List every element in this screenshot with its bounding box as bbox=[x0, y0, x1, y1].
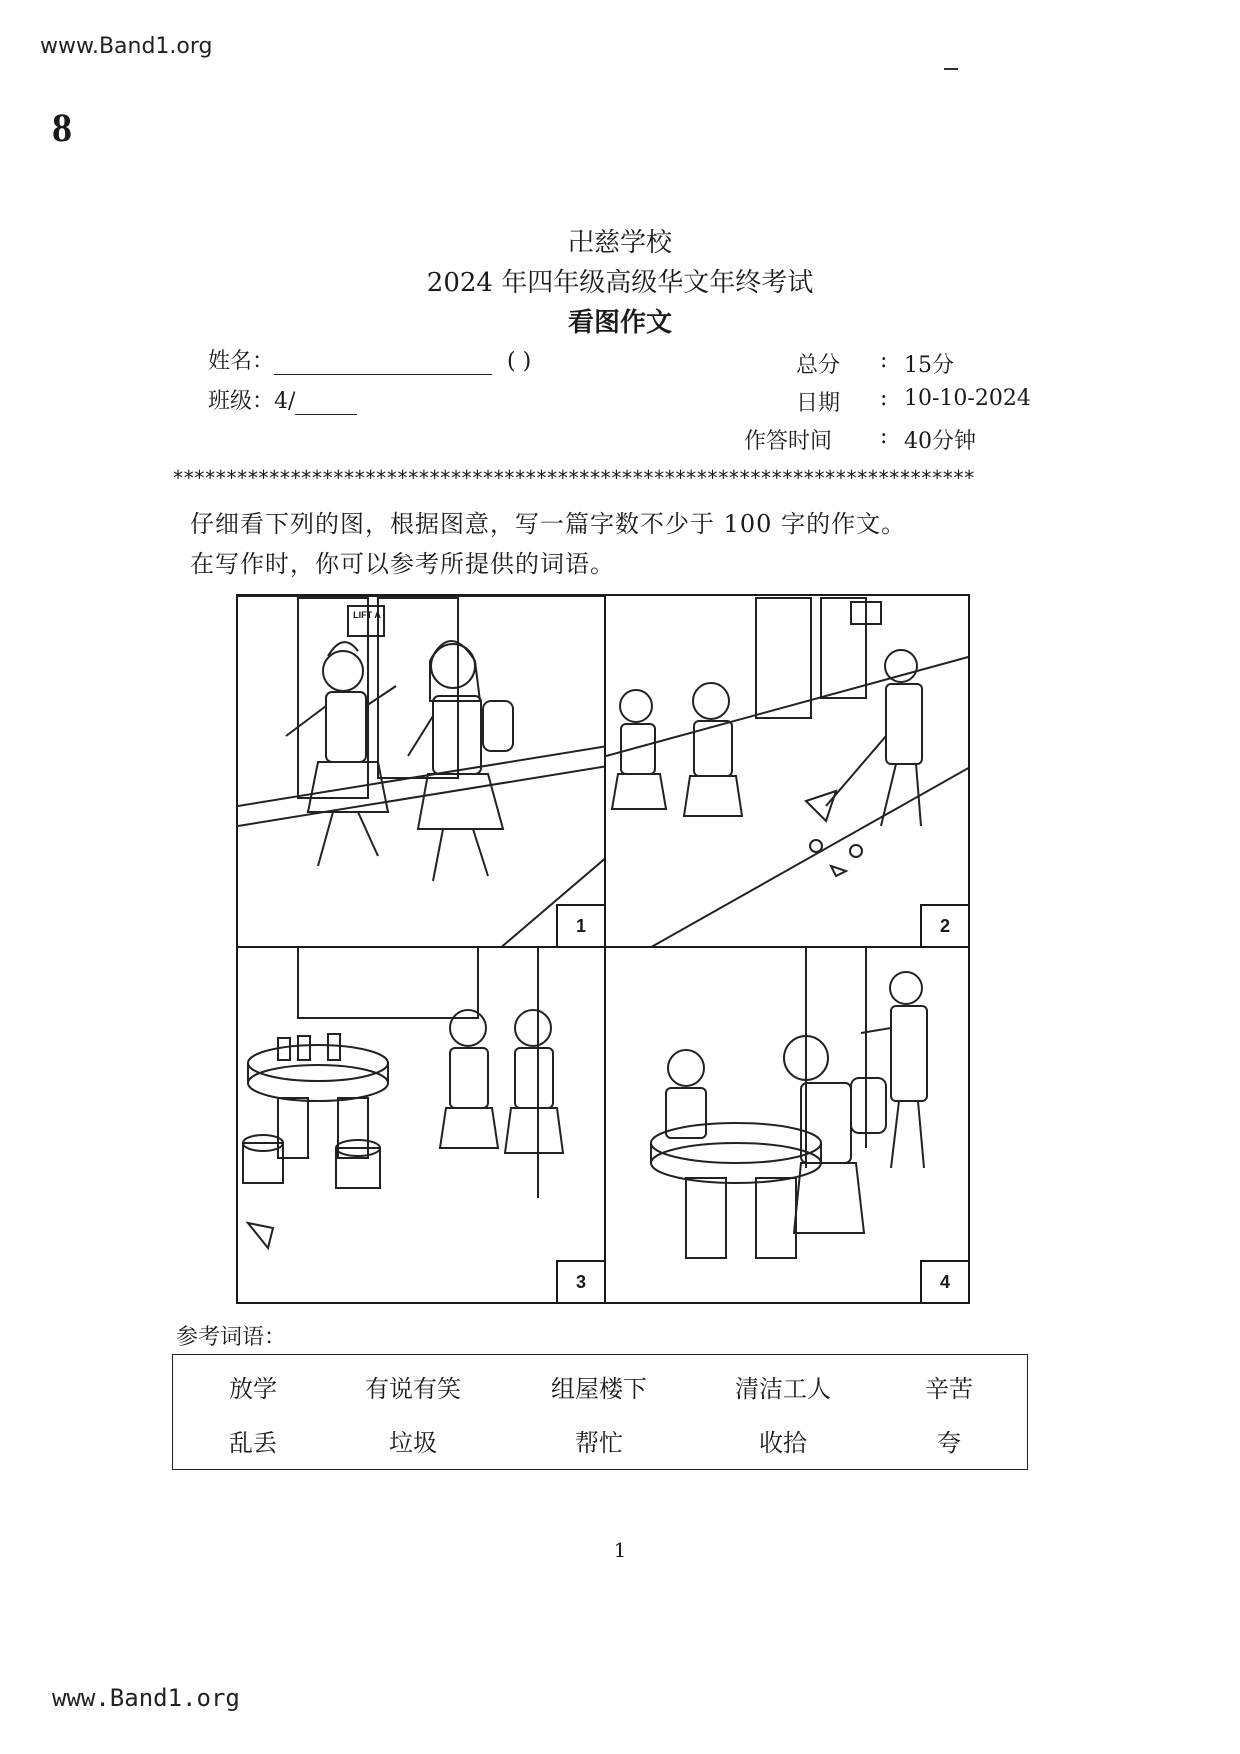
register-number-paren: ( ) bbox=[507, 349, 532, 374]
corridor-scene-illustration bbox=[238, 596, 606, 948]
time-colon: : bbox=[880, 424, 888, 449]
star-divider: *************************************************************************** bbox=[172, 466, 974, 490]
panel-2 bbox=[604, 594, 970, 948]
reference-word: 清洁工人 bbox=[735, 1375, 831, 1403]
scan-speck bbox=[944, 68, 958, 70]
sweeping-scene-illustration bbox=[606, 596, 970, 948]
reference-word: 放学 bbox=[229, 1375, 277, 1403]
total-label: 总分 bbox=[796, 353, 841, 378]
time-label: 作答时间 bbox=[744, 429, 833, 454]
paper-title: 看图作文 bbox=[567, 308, 672, 338]
class-field bbox=[208, 384, 357, 415]
instruction-line-1: 仔细看下列的图，根据图意，写一篇字数不少于 100 字的作文。 bbox=[190, 510, 907, 538]
panel-3-number: 3 bbox=[556, 1260, 604, 1302]
reference-word: 辛苦 bbox=[925, 1375, 973, 1403]
reference-word: 乱丢 bbox=[229, 1429, 277, 1457]
class-blank[interactable] bbox=[295, 414, 357, 415]
reference-label: 参考词语： bbox=[176, 1325, 287, 1350]
page-number: 1 bbox=[613, 1538, 627, 1562]
date-value: 10-10-2024 bbox=[904, 386, 1031, 411]
total-colon: : bbox=[880, 348, 888, 373]
page-mark: 8 bbox=[52, 105, 72, 150]
reference-word: 收拾 bbox=[759, 1429, 807, 1457]
name-blank[interactable] bbox=[274, 374, 492, 375]
reference-word: 组屋楼下 bbox=[551, 1375, 647, 1403]
picture-grid bbox=[236, 594, 970, 1304]
date-colon: : bbox=[880, 386, 888, 411]
time-value: 40分钟 bbox=[904, 429, 976, 454]
watermark-top: www.Band1.org bbox=[40, 34, 213, 59]
cleaning-up-illustration bbox=[606, 948, 970, 1304]
reference-word: 夸 bbox=[937, 1429, 961, 1457]
reference-word: 有说有笑 bbox=[365, 1375, 461, 1403]
date-label: 日期 bbox=[796, 391, 841, 416]
name-label: 姓名： bbox=[208, 349, 275, 374]
exam-title: 2024 年四年级高级华文年终考试 bbox=[426, 268, 814, 298]
panel-4 bbox=[604, 946, 970, 1304]
panel-1-number: 1 bbox=[556, 904, 604, 946]
class-value: 4/ bbox=[274, 389, 296, 414]
panel-2-number: 2 bbox=[920, 904, 968, 946]
class-label: 班级： bbox=[208, 389, 275, 414]
reference-word: 帮忙 bbox=[575, 1429, 623, 1457]
panel-4-number: 4 bbox=[920, 1260, 968, 1302]
watermark-bottom: www.Band1.org bbox=[52, 1684, 240, 1712]
panel-1 bbox=[236, 594, 606, 948]
school-name: 卍慈学校 bbox=[567, 228, 672, 258]
reference-word-box bbox=[172, 1354, 1028, 1470]
littered-table-illustration bbox=[238, 948, 606, 1304]
name-field bbox=[208, 344, 531, 375]
lift-sign: LIFT A bbox=[353, 610, 381, 620]
total-value: 15分 bbox=[904, 353, 954, 378]
panel-3 bbox=[236, 946, 606, 1304]
instruction-line-2: 在写作时，你可以参考所提供的词语。 bbox=[190, 550, 615, 578]
reference-word: 垃圾 bbox=[389, 1429, 437, 1457]
